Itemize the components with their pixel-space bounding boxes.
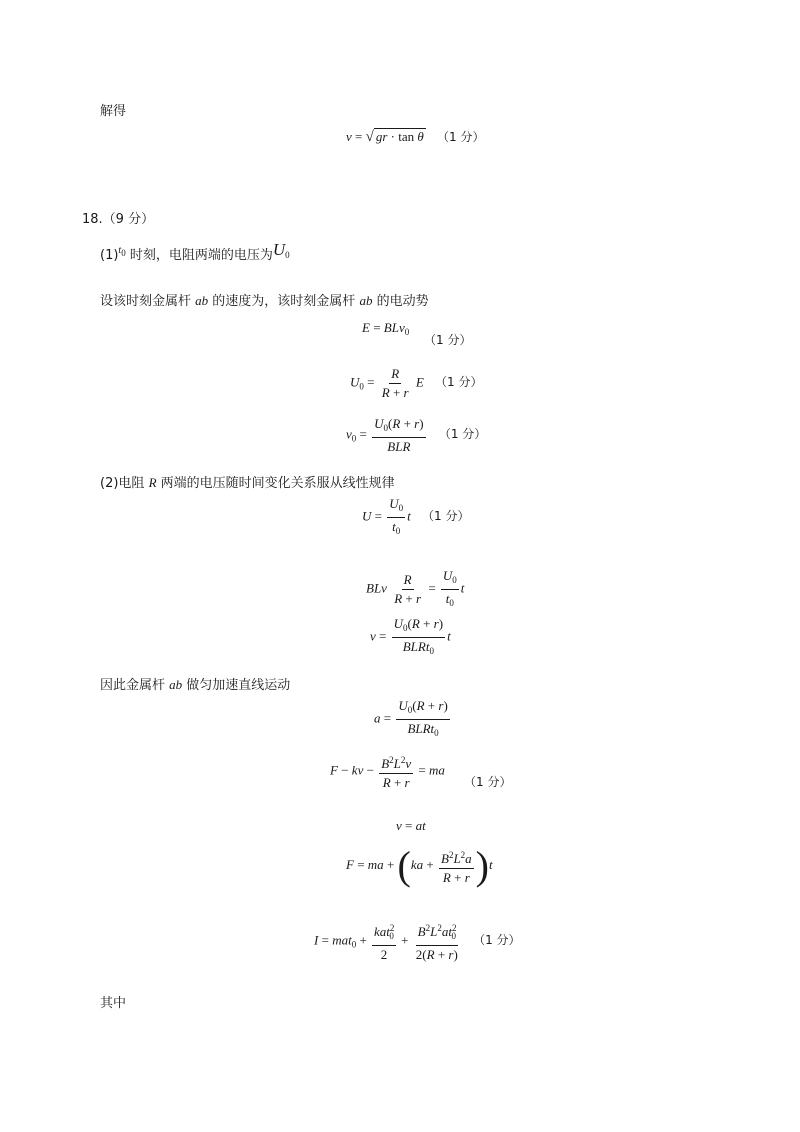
- equation-v0: $v_0$ = $\frac{U_0(R + r)}{\text{BLR}}$ （1 分）: [346, 416, 487, 454]
- equation-emf: E = BLv$_0$: [362, 320, 410, 337]
- score-label: （1 分）: [438, 427, 487, 442]
- among-label: 其中: [100, 996, 127, 1011]
- equation-voltage: $U_0$ = $\frac{R}{R + r}$ E （1 分）: [350, 366, 483, 400]
- solve-label: 解得: [100, 104, 127, 119]
- equation-velocity: v = √ gr · tan θ （1 分）: [346, 129, 485, 145]
- score-label: （1 分）: [435, 375, 483, 390]
- part2-statement: (2)电阻 R 两端的电压随时间变化关系服从线性规律: [100, 475, 395, 491]
- equation-impulse: I = mat$_0$ + $\frac{kat^2_0}{2}$ + $\frac{B^2L^2at^2_0}{2(R + r)}$ （1 分）: [314, 920, 521, 963]
- equation-v-t: v = $\frac{U_0(R + r)}{BLRt_0}$ t: [370, 616, 451, 656]
- equation-acceleration: a = $\frac{U_0(R + r)}{BLRt_0}$: [374, 698, 448, 738]
- equation-v-at: v = at: [396, 818, 426, 833]
- conclusion-line: 因此金属杆 ab 做匀加速直线运动: [100, 677, 291, 693]
- score-label: （1 分）: [422, 509, 470, 524]
- score-label: （1 分）: [424, 333, 472, 347]
- equation-u-linear: U = $\frac{U_0}{t_0}$ t （1 分）: [362, 496, 470, 536]
- score-label: （1 分）: [437, 130, 485, 144]
- part1-setup: 设该时刻金属杆 ab 的速度为，该时刻金属杆 ab 的电动势: [100, 293, 429, 309]
- equation-force: F = ma + (ka + $\frac{B^2L^2a}{R + r}$ )t: [346, 843, 493, 888]
- part1-statement: $(1)^{t0}$ 时刻，电阻两端的电压为$U_0$: [100, 240, 290, 263]
- equation-blv: BLv $\frac{R}{R + r}$ = $\frac{U_0}{t_0}$ t: [366, 568, 465, 608]
- score-label: （1 分）: [473, 933, 521, 948]
- question-header: 18.（9 分）: [82, 212, 155, 227]
- equation-newton: F − kv − $\frac{B^2L^2v}{R + r}$ = ma: [330, 752, 445, 791]
- score-label: （1 分）: [464, 775, 512, 789]
